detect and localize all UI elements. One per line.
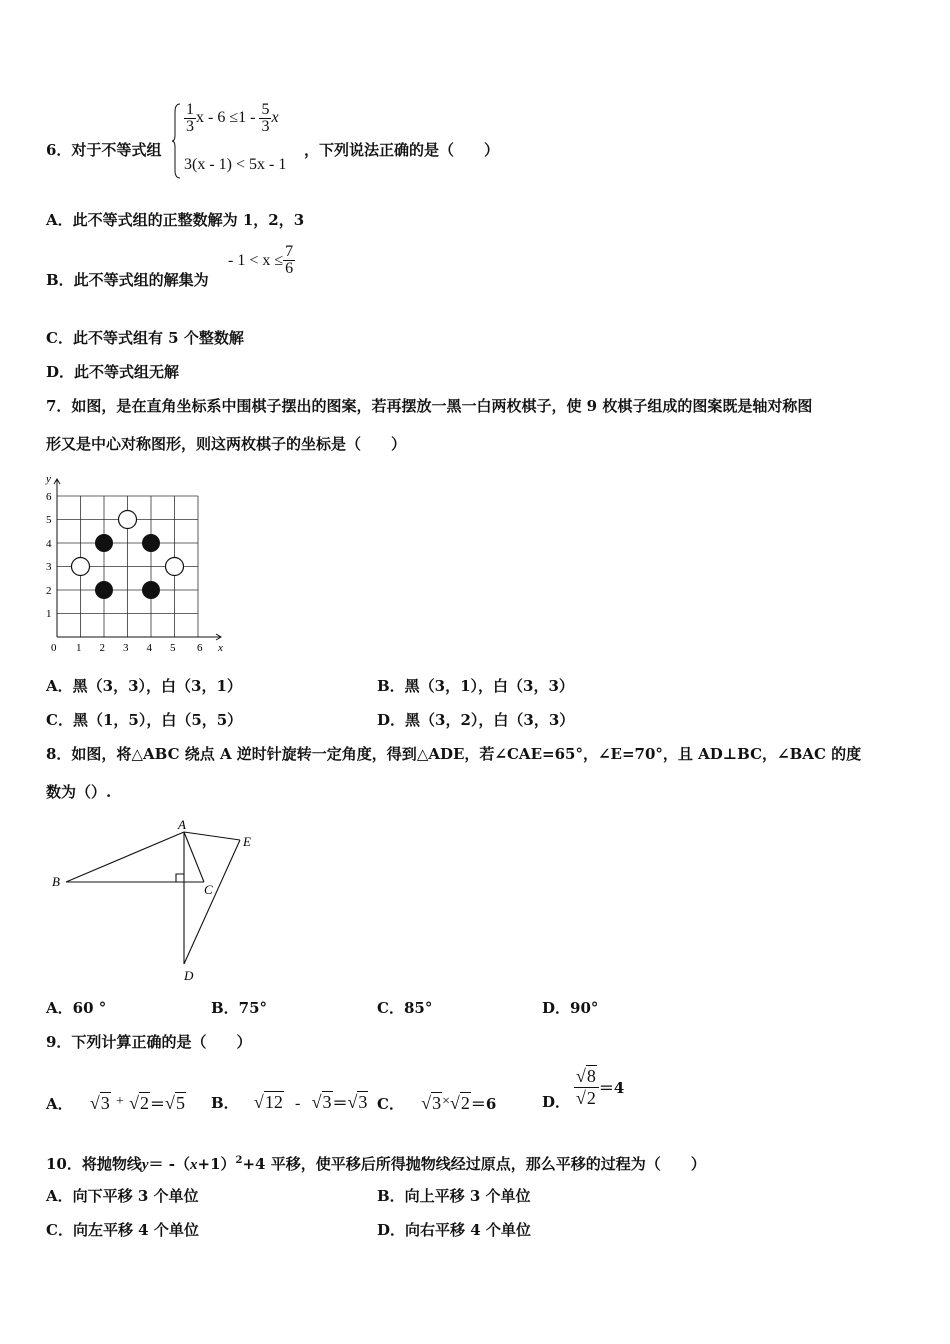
label-c: C: [204, 882, 213, 897]
y-tick-4: 4: [46, 538, 52, 550]
white-stone: [166, 558, 184, 576]
q8-option-d: D．90°: [542, 999, 599, 1017]
label-b: B: [52, 874, 60, 889]
y-tick-2: 2: [46, 585, 52, 597]
q10-option-b: B．向上平移 3 个单位: [377, 1187, 531, 1205]
y-tick-3: 3: [46, 561, 52, 573]
q7-option-b: B．黑（3，1），白（3，3）: [377, 677, 574, 695]
q6-option-b-math: - 1 < x ≤ $\frac{7}{6}$: [228, 243, 294, 277]
q6-option-a: A．此不等式组的正整数解为 1，2，3: [46, 211, 305, 229]
q9-option-d: D．: [542, 1093, 571, 1111]
q10-stem: 10．将抛物线$y= -(x+1)^2+4$ 平移，使平移后所得抛物线经过原点，那么平移的过程为（ ）: [46, 1155, 706, 1173]
q9-option-a: A． √3 + √2＝√5: [46, 1093, 185, 1113]
y-tick-1: 1: [46, 608, 52, 620]
black-stone: [142, 534, 160, 552]
segment-de: [184, 840, 240, 964]
q7-coordinate-grid: [40, 470, 240, 655]
x-tick-5: 5: [170, 642, 176, 654]
y-axis-label: y: [46, 473, 51, 485]
q8-stem-line2: 数为（）.: [46, 783, 112, 801]
q10-option-c: C．向左平移 4 个单位: [46, 1221, 199, 1239]
q6-option-b: B．此不等式组的解集为: [46, 271, 209, 289]
q8-stem-line1: 8．如图，将△ABC 绕点 A 逆时针旋转一定角度，得到△ADE，若∠CAE=65°，∠E=70°，且 AD⊥BC，∠BAC 的度: [46, 745, 862, 763]
q9-stem: 9．下列计算正确的是（ ）: [46, 1033, 252, 1051]
q6-inequality-2: 3(x - 1) < 5x - 1: [184, 156, 287, 173]
white-stone: [119, 511, 137, 529]
q7-option-c: C．黑（1，5），白（5，5）: [46, 711, 243, 729]
x-tick-2: 2: [99, 642, 105, 654]
x-axis-label: x: [218, 642, 223, 654]
q6-stem-end: ，下列说法正确的是（ ）: [304, 141, 500, 159]
label-d: D: [184, 968, 194, 983]
q8-option-a: A．60 °: [46, 999, 107, 1017]
segment-ae: [184, 832, 240, 840]
x-tick-6: 6: [197, 642, 203, 654]
x-tick-3: 3: [123, 642, 129, 654]
black-stone: [142, 581, 160, 599]
white-stone: [72, 558, 90, 576]
q8-triangle-figure: [44, 814, 274, 984]
q10-option-d: D．向右平移 4 个单位: [377, 1221, 531, 1239]
segment-ab: [66, 832, 184, 882]
q9-option-d-fraction: $\frac{√8}{√2}$ ＝4: [576, 1066, 625, 1108]
q7-option-d: D．黑（3，2），白（3，3）: [377, 711, 575, 729]
q8-option-c: C．85°: [377, 999, 433, 1017]
q10-option-a: A．向下平移 3 个单位: [46, 1187, 199, 1205]
brace-icon: [172, 102, 182, 180]
q9-option-c: C． √3×√2＝6: [377, 1093, 497, 1113]
y-tick-5: 5: [46, 514, 52, 526]
x-tick-1: 1: [76, 642, 82, 654]
right-angle-mark: [176, 874, 184, 882]
q9-option-b: B． √12 - √3＝√3: [211, 1092, 368, 1112]
segment-ac: [184, 832, 204, 882]
q6-inequality-1: $\frac{1}{3}$ x - 6 ≤1 - $\frac{5}{3}$ x: [186, 101, 279, 135]
q6-stem: [46, 140, 161, 160]
label-e: E: [243, 834, 251, 849]
q8-option-b: B．75°: [211, 999, 268, 1017]
q7-stem-line2: 形又是中心对称图形，则这两枚棋子的坐标是（ ）: [46, 435, 407, 453]
q6-option-d: D．此不等式组无解: [46, 363, 180, 381]
black-stone: [95, 581, 113, 599]
x-tick-4: 4: [146, 642, 152, 654]
y-tick-6: 6: [46, 491, 52, 503]
q6-option-c: C．此不等式组有 5 个整数解: [46, 329, 244, 347]
q6-number: 6．对于不等式组: [46, 141, 162, 159]
black-stone: [95, 534, 113, 552]
origin-label: 0: [51, 642, 57, 654]
q7-stem-line1: 7．如图，是在直角坐标系中围棋子摆出的图案，若再摆放一黑一白两枚棋子，使 9 枚棋子组成的图案既是轴对称图: [46, 397, 813, 415]
q7-option-a: A．黑（3，3），白（3，1）: [46, 677, 242, 695]
axis-x: [57, 634, 221, 640]
q6-system: [172, 102, 312, 180]
label-a: A: [178, 817, 186, 832]
